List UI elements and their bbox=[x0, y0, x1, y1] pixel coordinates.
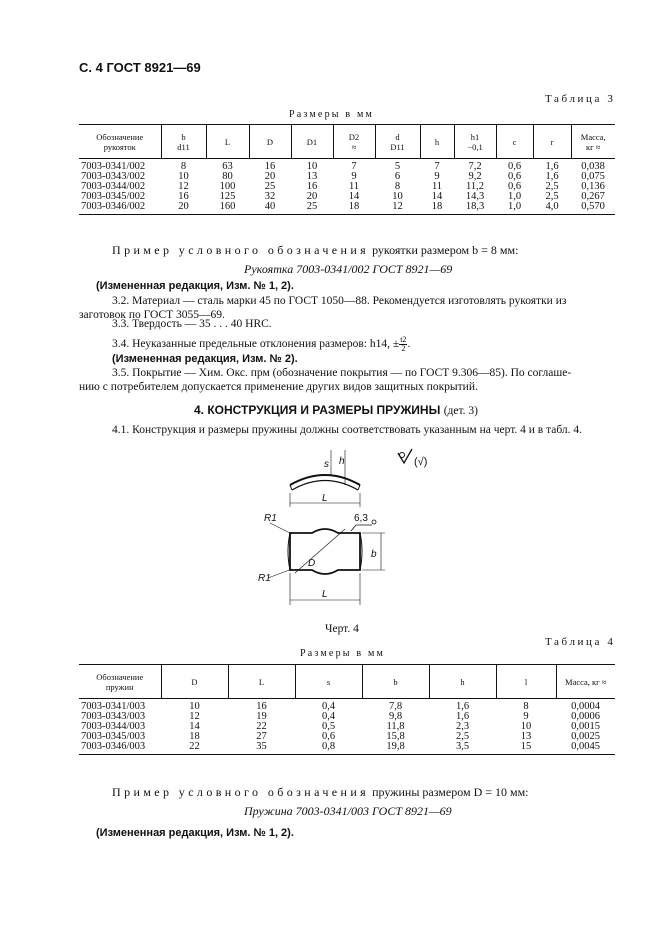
label-D: D bbox=[308, 558, 316, 569]
table-cell: 18 bbox=[189, 731, 200, 742]
table-cell: 0,8 bbox=[295, 742, 362, 755]
table-cell: 1,0 bbox=[496, 202, 533, 215]
table3-header-5-line1: D2 bbox=[348, 131, 360, 142]
table3-header-11-line2: кг ≈ bbox=[586, 141, 601, 152]
table4-header-0 bbox=[79, 665, 161, 699]
table4-header-0-line2: пружин bbox=[105, 681, 134, 692]
table-cell: 1,6 bbox=[455, 711, 470, 722]
table3-header-5-line2: ≈ bbox=[351, 141, 357, 152]
table3-header-3-line1: D bbox=[266, 136, 274, 147]
table4-header-1-line1: D bbox=[191, 676, 198, 687]
table-cell: 2,3 bbox=[455, 721, 470, 732]
table-cell: 7003-0341/002 bbox=[81, 161, 146, 172]
table-cell: 2,5 bbox=[455, 731, 470, 742]
table-cell: 5 bbox=[394, 161, 401, 172]
table4-header-5 bbox=[429, 665, 496, 699]
table3-header-1-line2: d11 bbox=[177, 141, 190, 152]
label-R1-bottom: R1 bbox=[258, 573, 271, 584]
table-cell: 16 bbox=[256, 701, 267, 712]
table-row bbox=[79, 742, 615, 755]
table3-header-10-line1: r bbox=[550, 136, 554, 147]
table-row bbox=[79, 732, 615, 742]
section-4-note: (дет. 3) bbox=[443, 405, 478, 417]
table4-header-1 bbox=[161, 665, 228, 699]
fraction-numerator: t2 bbox=[400, 335, 407, 344]
table-cell: 14,3 bbox=[465, 191, 485, 202]
table-cell: 20 bbox=[161, 202, 206, 215]
table3-header-1-line1: b bbox=[181, 131, 186, 142]
table-cell: 10 bbox=[306, 161, 318, 172]
table-cell: 11 bbox=[348, 181, 360, 192]
roughness-circle-icon bbox=[400, 453, 405, 458]
table-cell: 9 bbox=[351, 171, 357, 182]
table-cell: 0,0025 bbox=[571, 731, 600, 742]
table-cell: 20 bbox=[306, 191, 318, 202]
table-cell: 160 bbox=[206, 202, 249, 215]
spring-side-edge-left bbox=[290, 485, 292, 490]
para-3-5-line2: нию с потребителем допускается применение других видов защитных покрытий. bbox=[79, 381, 478, 393]
table-cell: 80 bbox=[222, 171, 233, 182]
table-cell: 8 bbox=[180, 161, 187, 172]
table-cell: 10 bbox=[392, 191, 403, 202]
table-cell: 0,0006 bbox=[571, 711, 600, 722]
table-cell: 18,3 bbox=[454, 202, 496, 215]
table4 bbox=[79, 664, 615, 755]
table4-header-3-line1: s bbox=[326, 676, 331, 687]
amend-3: (Измененная редакция, Изм. № 1, 2). bbox=[96, 827, 294, 839]
example2-lead: Пример условного обозначения bbox=[112, 785, 370, 799]
table-cell: 16 bbox=[264, 161, 276, 172]
table-cell: 7 bbox=[434, 161, 440, 172]
table-cell: 18 bbox=[333, 202, 375, 215]
table-cell: 0,038 bbox=[581, 161, 605, 172]
table-row bbox=[79, 172, 615, 182]
page-header: С. 4 ГОСТ 8921—69 bbox=[79, 60, 201, 75]
label-general-roughness: (√) bbox=[414, 456, 428, 468]
table-cell: 1,6 bbox=[545, 161, 559, 172]
table4-header-0-line1: Обозначение bbox=[96, 671, 144, 682]
table-cell: 9 bbox=[523, 711, 529, 722]
para-3-4: 3.4. Неуказанные предельные отклонения размеров: h14, ± $\frac{t2}{2}$ . bbox=[112, 335, 411, 353]
label-b: b bbox=[371, 549, 377, 560]
table-cell: 7,8 bbox=[388, 701, 403, 712]
table-cell: 2,5 bbox=[545, 191, 559, 202]
table3-header-4-line1: D1 bbox=[306, 136, 318, 147]
table-row bbox=[79, 722, 615, 732]
table-cell: 15 bbox=[496, 742, 556, 755]
table-cell: 11,8 bbox=[386, 721, 405, 732]
table-cell: 1,0 bbox=[507, 191, 522, 202]
table3-header-10 bbox=[533, 125, 571, 159]
figure-caption: Черт. 4 bbox=[325, 623, 359, 635]
table-row bbox=[79, 159, 615, 173]
leader-R1-top bbox=[270, 523, 292, 534]
table3-header-9-line1: c bbox=[512, 136, 517, 147]
table-cell: 19 bbox=[256, 711, 267, 722]
table-cell: 25 bbox=[291, 202, 333, 215]
fraction-denominator: 2 bbox=[401, 344, 406, 353]
table-cell: 3,5 bbox=[429, 742, 496, 755]
table-cell: 7 bbox=[351, 161, 357, 172]
label-h: h bbox=[339, 456, 345, 467]
table-cell: 100 bbox=[219, 181, 236, 192]
section-4-heading bbox=[194, 403, 478, 417]
para-3-2-line2: заготовок по ГОСТ 3055—69. bbox=[79, 309, 225, 321]
para-3-3: 3.3. Твердость — 35 . . . 40 HRC. bbox=[112, 318, 272, 330]
table-cell: 125 bbox=[219, 191, 236, 202]
table-cell: 0,0045 bbox=[556, 742, 615, 755]
table-cell: 7003-0346/003 bbox=[79, 742, 161, 755]
table-cell: 7003-0344/003 bbox=[81, 721, 146, 732]
table-cell: 20 bbox=[264, 171, 276, 182]
table-cell: 7003-0345/002 bbox=[81, 191, 146, 202]
table-cell: 0,075 bbox=[581, 171, 605, 182]
table-cell: 19,8 bbox=[362, 742, 429, 755]
table-cell: 16 bbox=[178, 191, 189, 202]
example2-rest: пружины размером D = 10 мм: bbox=[372, 785, 529, 799]
table-cell: 0,267 bbox=[581, 191, 605, 202]
example2-designation: Пружина 7003-0341/003 ГОСТ 8921—69 bbox=[244, 804, 452, 818]
table3-header-7 bbox=[420, 125, 454, 159]
table-cell: 7003-0344/002 bbox=[81, 181, 146, 192]
table-cell: 0,136 bbox=[581, 181, 605, 192]
table4-label: Таблица 4 bbox=[545, 636, 616, 648]
table3-header-0-line1: Обозначение bbox=[96, 131, 144, 142]
section-4-title: 4. КОНСТРУКЦИЯ И РАЗМЕРЫ ПРУЖИНЫ bbox=[194, 403, 441, 417]
table-cell: 2,5 bbox=[545, 181, 559, 192]
label-L-bottom: L bbox=[322, 589, 328, 600]
table4-header-2 bbox=[228, 665, 295, 699]
roughness-6-3-leader bbox=[351, 525, 372, 531]
example1-lead: Пример условного обозначения bbox=[112, 243, 370, 257]
table-cell: 8 bbox=[394, 181, 401, 192]
table4-header-3 bbox=[295, 665, 362, 699]
para-3-2-line1: 3.2. Материал — сталь марки 45 по ГОСТ 1050—88. Рекомендуется изготовлять рукоятки из bbox=[112, 295, 567, 307]
label-roughness-6-3: 6,3 bbox=[354, 513, 368, 524]
table-cell: 9,8 bbox=[388, 711, 403, 722]
example1-designation: Рукоятка 7003-0341/002 ГОСТ 8921—69 bbox=[244, 262, 453, 276]
table-cell: 8 bbox=[523, 701, 529, 712]
table-cell: 1,6 bbox=[455, 701, 470, 712]
table-cell: 40 bbox=[249, 202, 291, 215]
table-cell: 0,6 bbox=[507, 161, 522, 172]
table3-caption: Размеры в мм bbox=[289, 109, 375, 120]
amend-2: (Измененная редакция, Изм. № 2). bbox=[112, 353, 298, 365]
table-cell: 16 bbox=[306, 181, 318, 192]
table3-header-7-line1: h bbox=[434, 136, 440, 147]
spring-drawing bbox=[250, 445, 450, 620]
table-row bbox=[79, 192, 615, 202]
table3-header-0-line2: рукояток bbox=[103, 141, 136, 152]
leader-R1-bottom bbox=[268, 569, 292, 578]
table-cell: 6 bbox=[394, 171, 401, 182]
table-cell: 63 bbox=[222, 161, 233, 172]
table-cell: 13 bbox=[306, 171, 318, 182]
table3-header-6-line2: D11 bbox=[390, 141, 405, 152]
table3-header-4 bbox=[291, 125, 333, 159]
table-cell: 0,6 bbox=[507, 181, 522, 192]
table3 bbox=[79, 124, 615, 215]
table3-header-11 bbox=[571, 125, 615, 159]
table3-header-9 bbox=[496, 125, 533, 159]
example1-rest: рукоятки размером b = 8 мм: bbox=[372, 243, 519, 257]
spring-side-edge-right bbox=[358, 485, 360, 490]
table-cell: 11,2 bbox=[466, 181, 484, 192]
table4-header-4 bbox=[362, 665, 429, 699]
label-L-top: L bbox=[322, 493, 328, 504]
table3-label: Таблица 3 bbox=[545, 93, 616, 105]
table-cell: 22 bbox=[161, 742, 228, 755]
label-s: s bbox=[324, 459, 329, 470]
table4-header-5-line1: h bbox=[460, 676, 465, 687]
table3-header-0 bbox=[79, 125, 161, 159]
amend-1: (Измененная редакция, Изм. № 1, 2). bbox=[96, 280, 294, 292]
table3-header-8-line2: −0,1 bbox=[467, 141, 483, 152]
para-3-4-fraction bbox=[399, 336, 407, 353]
table3-header-8 bbox=[454, 125, 496, 159]
table3-header-11-line1: Масса, bbox=[580, 131, 606, 142]
table-cell: 11 bbox=[431, 181, 443, 192]
table-cell: 14 bbox=[348, 191, 360, 202]
table-cell: 7003-0346/002 bbox=[79, 202, 161, 215]
table4-caption: Размеры в мм bbox=[300, 648, 386, 659]
table3-header-6-line1: d bbox=[395, 131, 400, 142]
table-cell: 25 bbox=[264, 181, 276, 192]
table-cell: 7003-0341/003 bbox=[81, 701, 146, 712]
table4-header-6 bbox=[496, 665, 556, 699]
table-cell: 10 bbox=[520, 721, 532, 732]
table-cell: 0,570 bbox=[571, 202, 615, 215]
roughness-6-3-icon bbox=[372, 520, 376, 524]
table3-header-2-line1: L bbox=[224, 136, 231, 147]
table-cell: 14 bbox=[431, 191, 443, 202]
table-cell: 0,4 bbox=[321, 711, 336, 722]
table3-header-6 bbox=[375, 125, 420, 159]
table-cell: 0,0004 bbox=[571, 701, 600, 712]
table4-header-4-line1: b bbox=[393, 676, 398, 687]
table-cell: 10 bbox=[189, 701, 200, 712]
table-cell: 12 bbox=[189, 711, 200, 722]
table3-header-8-line1: h1 bbox=[470, 131, 480, 142]
para-4-1: 4.1. Конструкция и размеры пружины должны соответствовать указанным на черт. 4 и в табл. 4. bbox=[112, 424, 583, 436]
table-row bbox=[79, 699, 615, 713]
table4-header-7 bbox=[556, 665, 615, 699]
table-cell: 0,6 bbox=[507, 171, 522, 182]
table-cell: 0,4 bbox=[321, 701, 336, 712]
table-row bbox=[79, 182, 615, 192]
spring-plan-outline bbox=[290, 529, 360, 574]
table-cell: 0,6 bbox=[321, 731, 336, 742]
table-cell: 7003-0345/003 bbox=[81, 731, 146, 742]
example1-text bbox=[112, 243, 518, 258]
dim-D-line bbox=[295, 529, 345, 573]
table-cell: 4,0 bbox=[533, 202, 571, 215]
table-cell: 9 bbox=[434, 171, 440, 182]
table-row bbox=[79, 712, 615, 722]
table-cell: 27 bbox=[256, 731, 267, 742]
table-cell: 7,2 bbox=[468, 161, 482, 172]
table3-header-5 bbox=[333, 125, 375, 159]
table3-header-3 bbox=[249, 125, 291, 159]
table-row bbox=[79, 202, 615, 215]
table3-header-2 bbox=[206, 125, 249, 159]
table-cell: 1,6 bbox=[545, 171, 559, 182]
table-cell: 15,8 bbox=[386, 731, 405, 742]
table-cell: 7003-0343/003 bbox=[81, 711, 146, 722]
table3-header-1 bbox=[161, 125, 206, 159]
para-3-5-line1: 3.5. Покрытие — Хим. Окс. прм (обозначение покрытия — по ГОСТ 9.306—85). По соглаше- bbox=[112, 367, 572, 379]
table4-header-7-line1: Масса, кг ≈ bbox=[565, 676, 607, 687]
table-cell: 10 bbox=[178, 171, 189, 182]
table-cell: 12 bbox=[375, 202, 420, 215]
table-cell: 0,5 bbox=[321, 721, 336, 732]
table-cell: 14 bbox=[189, 721, 200, 732]
table-cell: 12 bbox=[178, 181, 189, 192]
table-cell: 35 bbox=[228, 742, 295, 755]
table-cell: 9,2 bbox=[468, 171, 482, 182]
table-cell: 32 bbox=[264, 191, 276, 202]
spring-side-view-bottom bbox=[292, 481, 358, 491]
table4-header-6-line1: l bbox=[524, 676, 528, 687]
table-cell: 18 bbox=[420, 202, 454, 215]
example2-text bbox=[112, 785, 529, 800]
para-3-4-text: 3.4. Неуказанные предельные отклонения размеров: h14, ± bbox=[112, 338, 400, 351]
table-cell: 22 bbox=[256, 721, 267, 732]
table-cell: 0,0015 bbox=[571, 721, 600, 732]
table4-header-2-line1: L bbox=[258, 676, 265, 687]
label-R1-top: R1 bbox=[264, 513, 277, 524]
table-cell: 7003-0343/002 bbox=[81, 171, 146, 182]
table-cell: 13 bbox=[520, 731, 532, 742]
